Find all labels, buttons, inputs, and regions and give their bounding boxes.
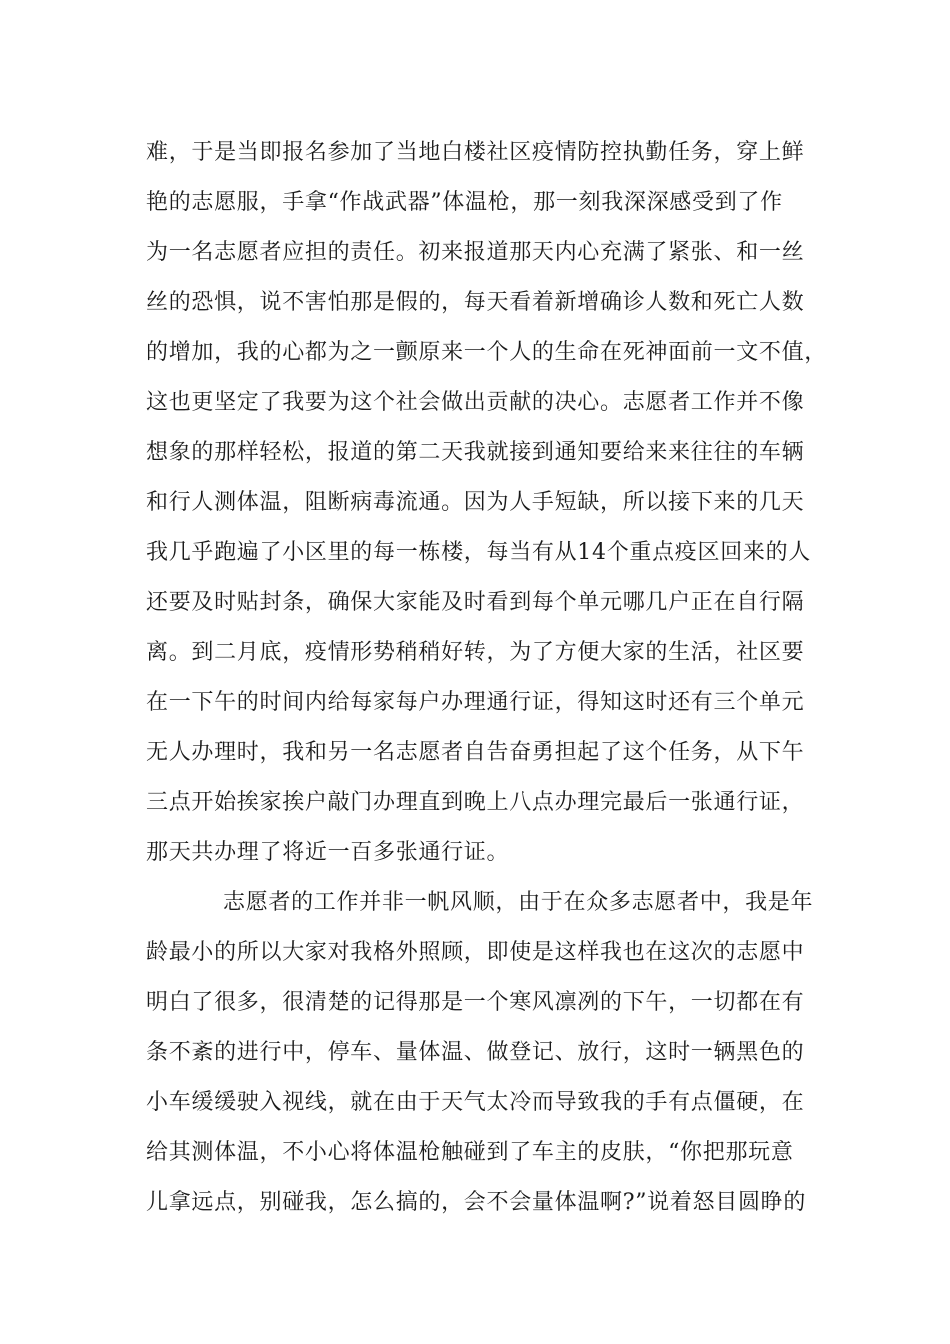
text-line: 条不紊的进行中，停车、量体温、做登记、放行，这时一辆黑色的 [146, 1040, 805, 1065]
text-line: 龄最小的所以大家对我格外照顾，即使是这样我也在这次的志愿中 [146, 940, 805, 965]
text-line: 的增加，我的心都为之一颤原来一个人的生命在死神面前一文不值， [146, 340, 828, 365]
text-line: 那天共办理了将近一百多张通行证。 [146, 840, 510, 865]
text-line: 离。到二月底，疫情形势稍稍好转，为了方便大家的生活，社区要 [146, 640, 805, 665]
text-line-indented: 志愿者的工作并非一帆风顺，由于在众多志愿者中，我是年 [223, 890, 814, 915]
text-line: 难，于是当即报名参加了当地白楼社区疫情防控执勤任务，穿上鲜 [146, 140, 805, 165]
text-line: 这也更坚定了我要为这个社会做出贡献的决心。志愿者工作并不像 [146, 390, 805, 415]
text-line: 儿拿远点，别碰我，怎么搞的，会不会量体温啊?”说着怒目圆睁的 [146, 1190, 807, 1215]
text-line: 艳的志愿服，手拿“作战武器”体温枪，那一刻我深深感受到了作 [146, 190, 783, 215]
paragraph-2 [146, 878, 826, 1228]
text-line: 小车缓缓驶入视线，就在由于天气太冷而导致我的手有点僵硬，在 [146, 1090, 805, 1115]
text-line: 我几乎跑遍了小区里的每一栋楼，每当有从14个重点疫区回来的人 [146, 540, 811, 565]
text-line: 想象的那样轻松，报道的第二天我就接到通知要给来来往往的车辆 [146, 440, 805, 465]
text-line: 在一下午的时间内给每家每户办理通行证，得知这时还有三个单元 [146, 690, 805, 715]
paragraph-1 [146, 128, 826, 878]
text-line: 为一名志愿者应担的责任。初来报道那天内心充满了紧张、和一丝 [146, 240, 805, 265]
text-line: 和行人测体温，阻断病毒流通。因为人手短缺，所以接下来的几天 [146, 490, 805, 515]
text-line: 给其测体温，不小心将体温枪触碰到了车主的皮肤，“你把那玩意 [146, 1140, 794, 1165]
text-line: 无人办理时，我和另一名志愿者自告奋勇担起了这个任务，从下午 [146, 740, 805, 765]
text-line: 三点开始挨家挨户敲门办理直到晚上八点办理完最后一张通行证， [146, 790, 805, 815]
text-line: 丝的恐惧，说不害怕那是假的，每天看着新增确诊人数和死亡人数 [146, 290, 805, 315]
text-line: 还要及时贴封条，确保大家能及时看到每个单元哪几户正在自行隔 [146, 590, 805, 615]
text-line: 明白了很多，很清楚的记得那是一个寒风凛冽的下午，一切都在有 [146, 990, 805, 1015]
